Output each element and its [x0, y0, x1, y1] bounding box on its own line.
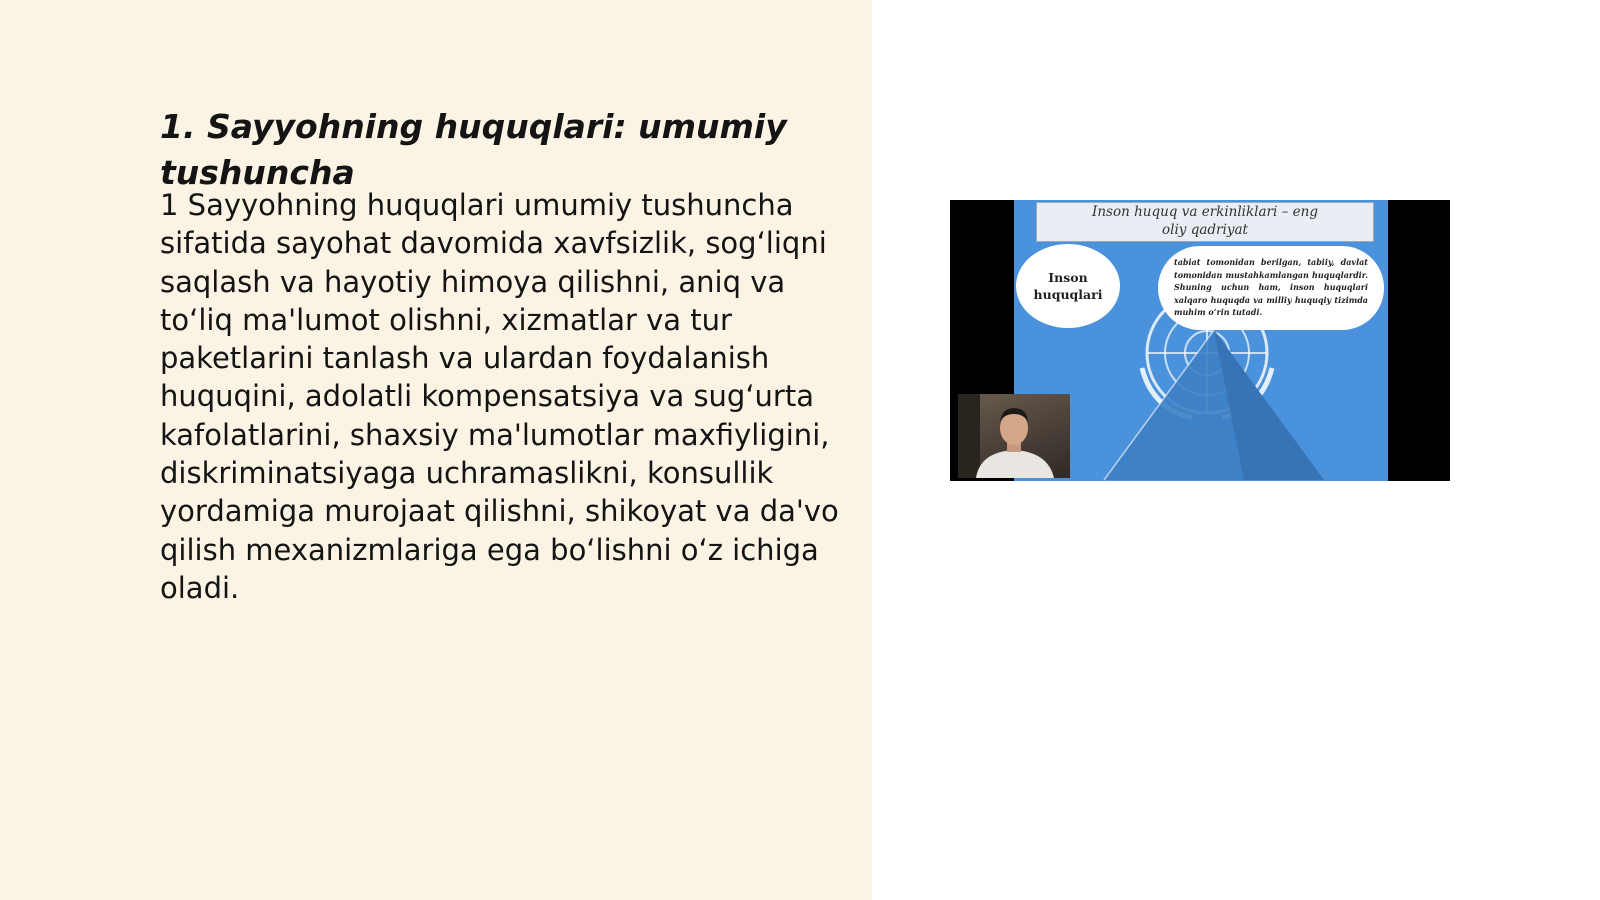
- pyramid-graphic: [1094, 320, 1334, 481]
- slide-body-text: 1 Sayyohning huquqlari umumiy tushuncha sifatida sayohat davomida xavfsizlik, sog‘liqni saqlash va hayotiy himoya qilishni, aniq va to‘liq ma'lumot olishni, xizmatlar va tur paketlarini tanlash va ulardan foydalanish huquqini, adolatli kompensatsiya va sug‘urta kafolatlarini, shaxsiy ma'lumotlar maxfiyligini, diskriminatsiyaga uchramaslikni, konsullik yordamiga murojaat qilishni, shikoyat va da'vo qilish mexanizmlariga ega bo‘lishni o‘z ichiga oladi.: [160, 188, 839, 605]
- speech-bubble-left: [1016, 244, 1120, 328]
- video-thumbnail[interactable]: [950, 200, 1450, 481]
- bubble-left-line-1: Inson: [1048, 270, 1088, 285]
- presenter-person-icon: [958, 394, 1070, 478]
- speech-bubble-right: tabiat tomonidan berilgan, tabiiy, davlat tomonidan mustahkamlangan huquqlardir. Shuning uchun ham, inson huquqlari xalqaro huquqda va milliy huquqiy tizimda muhim o‘rin tutadi.: [1158, 246, 1384, 330]
- slide-title: 1. Sayyohning huquqlari: umumiy tushuncha: [160, 107, 787, 192]
- video-slide-content: [1014, 200, 1388, 481]
- video-header-line-2: oliy qadriyat: [1162, 222, 1248, 238]
- presenter-webcam: [958, 394, 1070, 478]
- bubble-left-line-2: huquqlari: [1033, 287, 1103, 302]
- video-slide-header: [1036, 202, 1374, 242]
- video-header-line-1: Inson huquq va erkinliklari – eng: [1092, 204, 1318, 220]
